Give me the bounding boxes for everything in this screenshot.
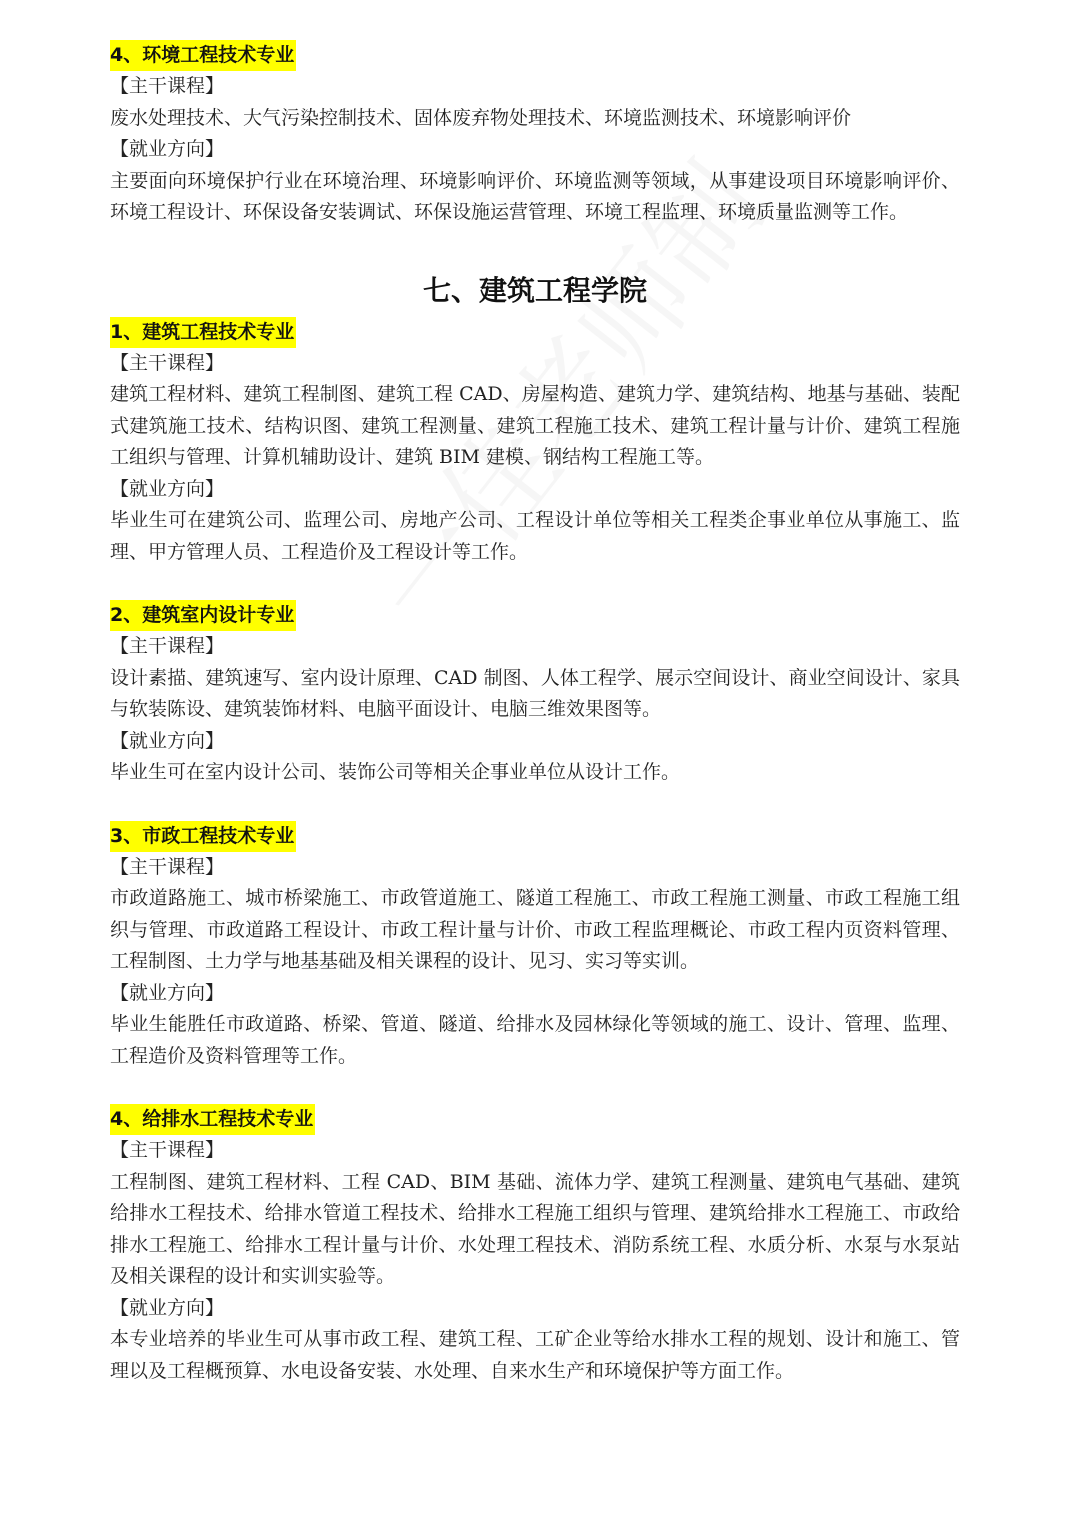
major-title: 4、给排水工程技术专业 xyxy=(110,1104,315,1135)
course-list: 建筑工程材料、建筑工程制图、建筑工程 CAD、房屋构造、建筑力学、建筑结构、地基与基础、装配式建筑施工技术、结构识图、建筑工程测量、建筑工程施工技术、建筑工程计量与计价、建筑工程施工组织与管理、计算机辅助设计、建筑 BIM 建模、钢结构工程施工等。 xyxy=(110,383,960,468)
career-text: 毕业生可在建筑公司、监理公司、房地产公司、工程设计单位等相关工程类企事业单位从事施工、监理、甲方管理人员、工程造价及工程设计等工作。 xyxy=(110,509,960,563)
major-section-4 xyxy=(110,1104,960,1387)
career-text: 毕业生能胜任市政道路、桥梁、管道、隧道、给排水及园林绿化等领域的施工、设计、管理、监理、工程造价及资料管理等工作。 xyxy=(110,1013,960,1067)
major-title: 1、建筑工程技术专业 xyxy=(110,317,296,348)
career-label: 【就业方向】 xyxy=(110,729,225,752)
major-section-2 xyxy=(110,600,960,789)
course-label: 【主干课程】 xyxy=(110,75,225,97)
course-list: 设计素描、建筑速写、室内设计原理、CAD 制图、人体工程学、展示空间设计、商业空间设计、家具与软装陈设、建筑装饰材料、电脑平面设计、电脑三维效果图等。 xyxy=(110,666,960,720)
major-section-1 xyxy=(110,317,960,569)
career-label: 【就业方向】 xyxy=(110,1296,225,1319)
major-section-3 xyxy=(110,821,960,1073)
major-title: 3、市政工程技术专业 xyxy=(110,821,296,852)
course-label: 【主干课程】 xyxy=(110,1139,225,1161)
document-page xyxy=(110,40,960,1387)
course-label: 【主干课程】 xyxy=(110,855,225,878)
course-list: 市政道路施工、城市桥梁施工、市政管道施工、隧道工程施工、市政工程施工测量、市政工程施工组织与管理、市政道路工程设计、市政工程计量与计价、市政工程监理概论、市政工程内页资料管理、工程制图、土力学与地基基础及相关课程的设计、见习、实习等实训。 xyxy=(110,887,960,972)
major-title: 4、环境工程技术专业 xyxy=(110,40,296,71)
major-title: 2、建筑室内设计专业 xyxy=(110,600,296,631)
career-text: 本专业培养的毕业生可从事市政工程、建筑工程、工矿企业等给水排水工程的规划、设计和施工、管理以及工程概预算、水电设备安装、水处理、自来水生产和环境保护等方面工作。 xyxy=(110,1328,960,1382)
career-text: 毕业生可在室内设计公司、装饰公司等相关企事业单位从设计工作。 xyxy=(110,761,681,783)
course-label: 【主干课程】 xyxy=(110,635,225,657)
college-title: 七、建筑工程学院 xyxy=(422,273,647,307)
career-text: 主要面向环境保护行业在环境治理、环境影响评价、环境监测等领域，从事建设项目环境影响评价、环境工程设计、环保设备安装调试、环保设施运营管理、环境工程监理、环境质量监测等工作。 xyxy=(110,169,960,223)
course-label: 【主干课程】 xyxy=(110,351,225,374)
career-label: 【就业方向】 xyxy=(110,138,225,160)
course-list: 工程制图、建筑工程材料、工程 CAD、BIM 基础、流体力学、建筑工程测量、建筑电气基础、建筑给排水工程技术、给排水管道工程技术、给排水工程施工组织与管理、建筑给排水工程施工、市政给排水工程施工、给排水工程计量与计价、水处理工程技术、消防系统工程、水质分析、水泵与水泵站及相关课程的设计和实训实验等。 xyxy=(110,1170,960,1287)
career-label: 【就业方向】 xyxy=(110,477,225,500)
career-label: 【就业方向】 xyxy=(110,981,225,1004)
course-list: 废水处理技术、大气污染控制技术、固体废弃物处理技术、环境监测技术、环境影响评价 xyxy=(110,106,852,129)
major-section-environmental xyxy=(110,40,960,229)
